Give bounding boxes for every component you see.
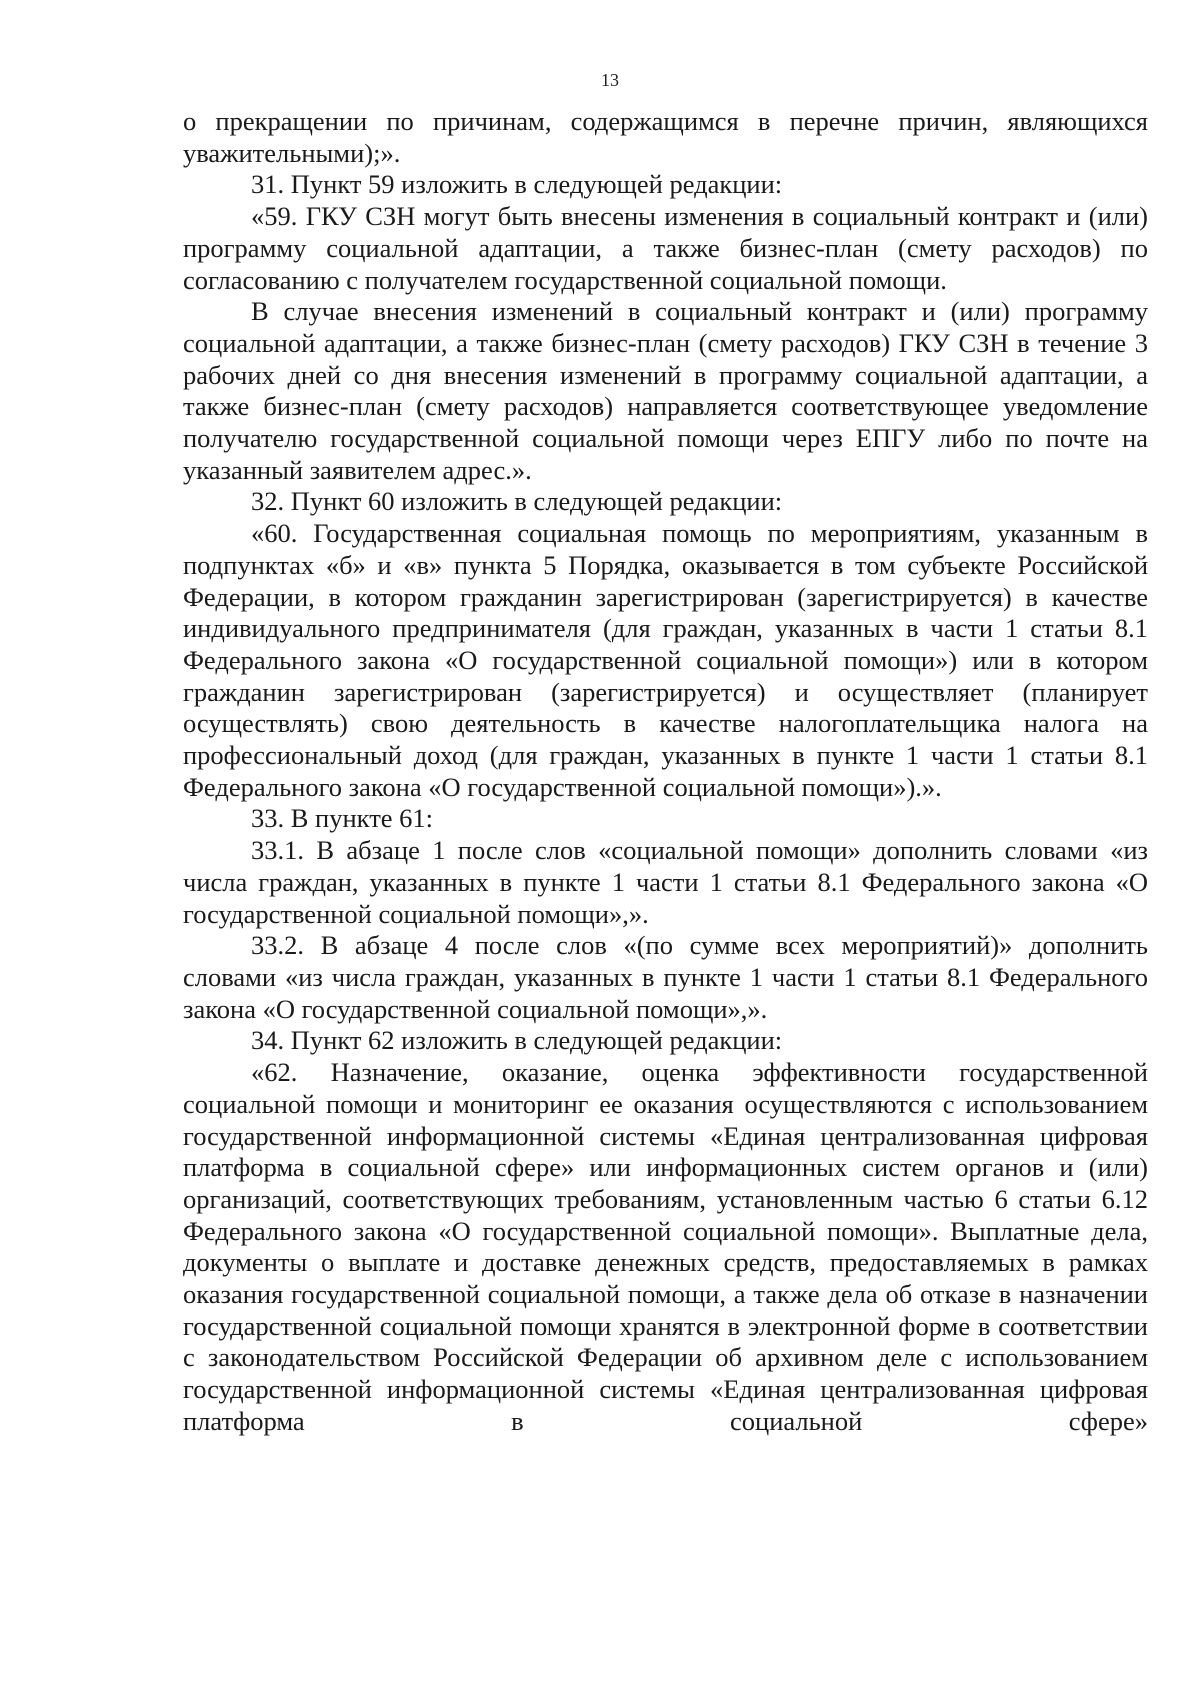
- paragraph-item-32: 32. Пункт 60 изложить в следующей редакции:: [251, 486, 783, 517]
- paragraph-item-33: 33. В пункте 61:: [251, 803, 434, 834]
- page-number: 13: [601, 70, 619, 90]
- paragraph-item-34: 34. Пункт 62 изложить в следующей редакции:: [251, 1025, 783, 1056]
- paragraph-quote-62: «62. Назначение, оказание, оценка эффективности государственной социальной помощи и мониторинг ее оказания осуществляются с использованием государственной информационной системы «Единая централизованная цифровая платформа в социальной сфере» или информационных систем органов и (или) организаций, соответствующих требованиям, установленным частью 6 статьи 6.12 Федерального закона «О государственной социальной помощи». Выплатные дела, документы о выплате и доставке денежных средств, предоставляемых в рамках оказания государственной социальной помощи, а также дела об отказе в назначении государственной социальной помощи хранятся в электронной форме в соответствии с законодательством Российской Федерации об архивном деле с использованием государственной информационной системы «Единая централизованная цифровая платформа в социальной сфере»: [183, 1057, 1148, 1436]
- paragraph-quote-59-part2: В случае внесения изменений в социальный контракт и (или) программу социальной адаптации, а также бизнес-план (смету расходов) ГКУ СЗН в течение 3 рабочих дней со дня внесения изменений в программу социальной адаптации, а также бизнес-план (смету расходов) направляется соответствующее уведомление получателю государственной социальной помощи через ЕПГУ либо по почте на указанный заявителем адрес.».: [183, 296, 1148, 485]
- paragraph-item-31: 31. Пункт 59 изложить в следующей редакции:: [251, 169, 783, 200]
- paragraph-quote-59: «59. ГКУ СЗН могут быть внесены изменения в социальный контракт и (или) программу социальной адаптации, а также бизнес-план (смету расходов) по согласованию с получателем государственной социальной помощи.: [183, 201, 1148, 295]
- paragraph-quote-60: «60. Государственная социальная помощь по мероприятиям, указанным в подпунктах «б» и «в» пункта 5 Порядка, оказывается в том субъекте Российской Федерации, в котором гражданин зарегистрирован (зарегистрируется) в качестве индивидуального предпринимателя (для граждан, указанных в части 1 статьи 8.1 Федерального закона «О государственной социальной помощи») или в котором гражданин зарегистрирован (зарегистрируется) и осуществляет (планирует осуществлять) свою деятельность в качестве налогоплательщика налога на профессиональный доход (для граждан, указанных в пункте 1 части 1 статьи 8.1 Федерального закона «О государственной социальной помощи»).».: [183, 518, 1148, 802]
- paragraph-item-33-1: 33.1. В абзаце 1 после слов «социальной помощи» дополнить словами «из числа граждан, указанных в пункте 1 части 1 статьи 8.1 Федерального закона «О государственной социальной помощи»,».: [183, 835, 1148, 929]
- paragraph-continuation: о прекращении по причинам, содержащимся в перечне причин, являющихся уважительными);».: [183, 106, 1148, 168]
- document-body: [183, 106, 1148, 1438]
- paragraph-item-33-2: 33.2. В абзаце 4 после слов «(по сумме всех мероприятий)» дополнить словами «из числа граждан, указанных в пункте 1 части 1 статьи 8.1 Федерального закона «О государственной социальной помощи»,».: [183, 930, 1148, 1024]
